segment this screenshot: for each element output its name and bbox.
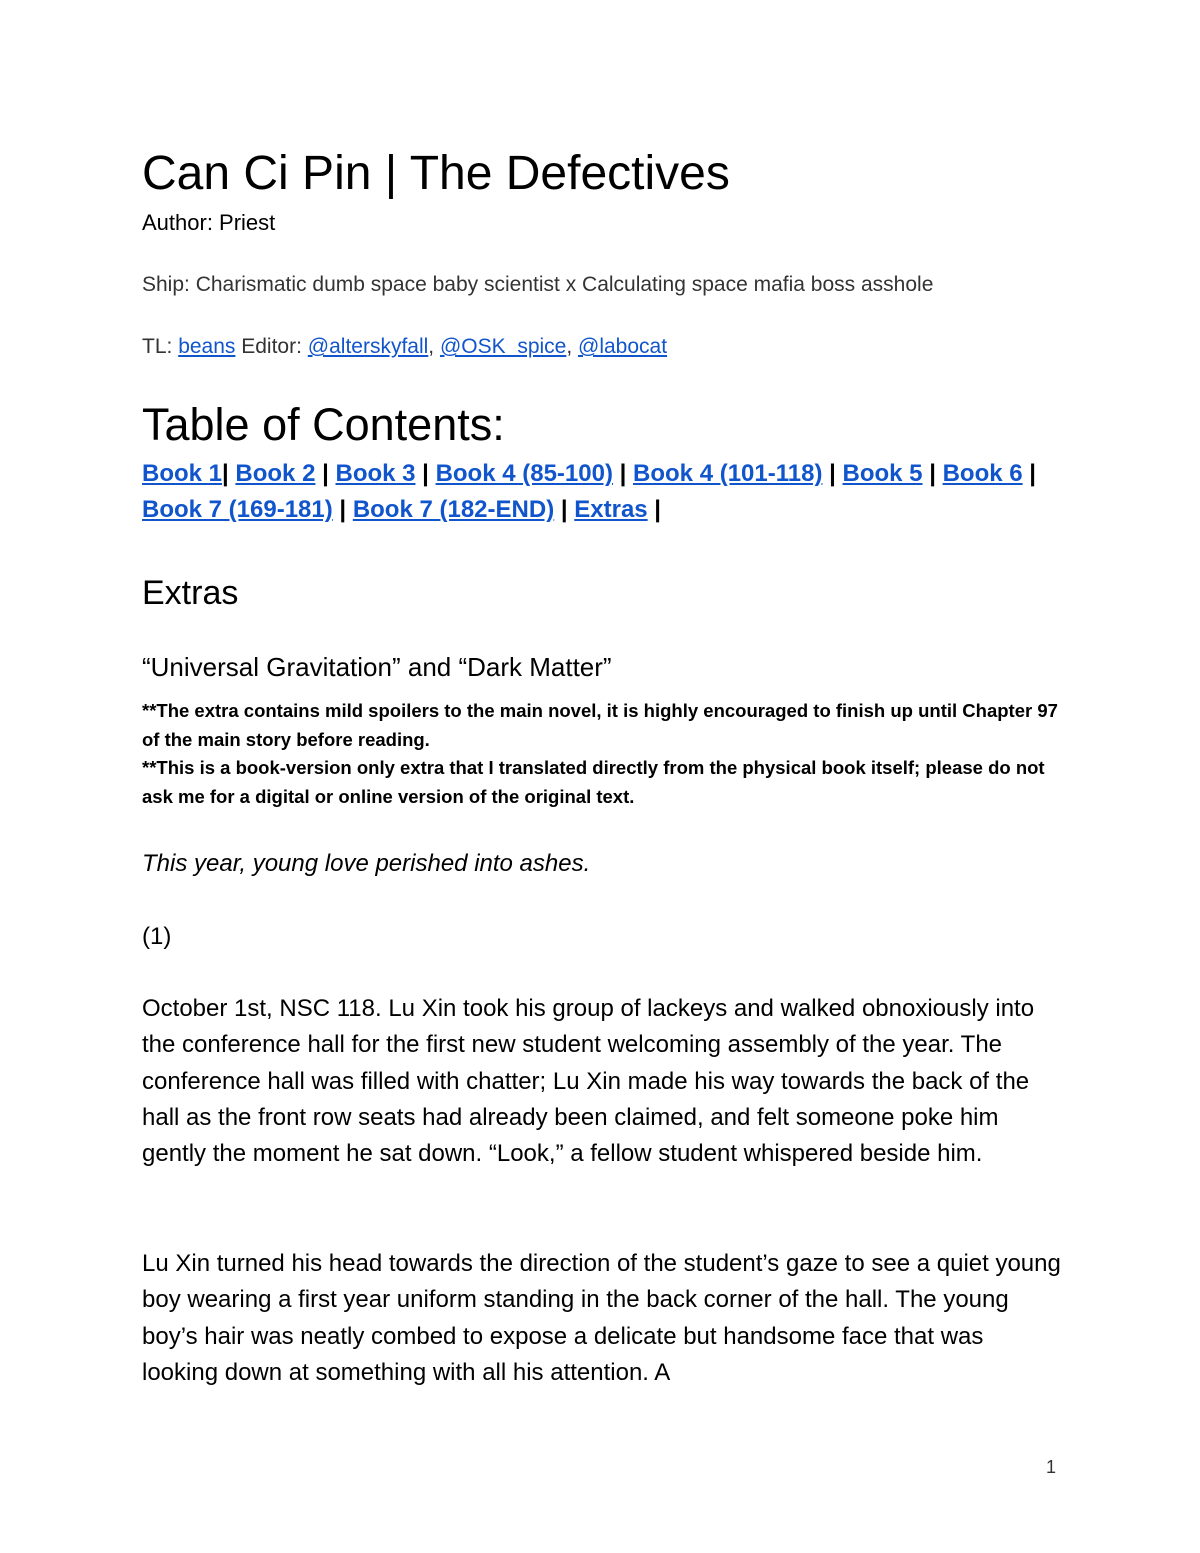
ship-line: Ship: Charismatic dumb space baby scientist x Calculating space mafia boss asshole xyxy=(142,273,934,296)
credits-line xyxy=(142,332,667,362)
toc-trailing-separator: | xyxy=(647,496,662,523)
toc-separator: | xyxy=(554,496,575,523)
toc-link-book-7-182-end[interactable]: Book 7 (182-END) xyxy=(352,496,555,523)
toc-link-book-4-85-100[interactable]: Book 4 (85-100) xyxy=(435,460,613,487)
editor-separator: , xyxy=(428,335,440,358)
editor-link-osk-spice[interactable]: @OSK_spice xyxy=(439,335,567,358)
body-paragraph: Lu Xin turned his head towards the direction of the student’s gaze to see a quiet young boy wearing a first year uniform standing in the back corner of the hall. The young boy’s hair was neatly combed to expose a delicate but handsome face that was looking down at something with all his attention. A xyxy=(142,1250,1061,1386)
epigraph: This year, young love perished into ashes. xyxy=(142,850,591,877)
editor-link-labocat[interactable]: @labocat xyxy=(578,335,668,358)
page-number: 1 xyxy=(1046,1457,1057,1477)
tl-label: TL: xyxy=(142,335,179,358)
extras-heading: Extras xyxy=(142,574,239,612)
toc-separator: | xyxy=(415,460,436,487)
toc-separator: | xyxy=(822,460,843,487)
toc-link-book-1[interactable]: Book 1 xyxy=(142,460,223,487)
document-title: Can Ci Pin | The Defectives xyxy=(142,147,730,200)
toc-links xyxy=(142,456,1062,528)
toc-separator: | xyxy=(922,460,943,487)
toc-link-book-5[interactable]: Book 5 xyxy=(842,460,923,487)
author-line: Author: Priest xyxy=(142,210,276,235)
toc-link-book-2[interactable]: Book 2 xyxy=(235,460,316,487)
editor-separator: , xyxy=(566,335,579,358)
note-spoiler-warning: **The extra contains mild spoilers to the main novel, it is highly encouraged to finish up until Chapter 97 of the main story before reading. xyxy=(142,700,1058,750)
toc-separator: | xyxy=(612,460,634,487)
toc-link-book-7-169-181[interactable]: Book 7 (169-181) xyxy=(142,496,333,523)
toc-separator: | xyxy=(332,496,353,523)
toc-heading: Table of Contents: xyxy=(142,399,505,450)
spoiler-notes xyxy=(142,697,1062,811)
toc-separator: | xyxy=(222,460,236,487)
toc-link-extras[interactable]: Extras xyxy=(574,496,648,523)
toc-link-book-4-101-118[interactable]: Book 4 (101-118) xyxy=(633,460,823,487)
toc-separator: | xyxy=(315,460,336,487)
extra-title: “Universal Gravitation” and “Dark Matter” xyxy=(142,652,612,682)
toc-separator: | xyxy=(1022,460,1036,487)
editor-label: Editor: xyxy=(235,335,308,358)
toc-link-book-6[interactable]: Book 6 xyxy=(942,460,1023,487)
toc-link-book-3[interactable]: Book 3 xyxy=(335,460,416,487)
body-paragraph: October 1st, NSC 118. Lu Xin took his group of lackeys and walked obnoxiously into the conference hall for the first new student welcoming assembly of the year. The conference hall was filled with chatter; Lu Xin made his way towards the back of the hall as the front row seats had already been claimed, and felt someone poke him gently the moment he sat down. “Look,” a fellow student whispered beside him. xyxy=(142,995,1035,1168)
editor-link-alterskyfall[interactable]: @alterskyfall xyxy=(307,335,429,358)
tl-name-link[interactable]: beans xyxy=(178,335,236,358)
section-number: (1) xyxy=(142,923,172,950)
note-book-version: **This is a book-version only extra that I translated directly from the physical book itself; please do not ask me for a digital or online version of the original text. xyxy=(142,757,1045,807)
